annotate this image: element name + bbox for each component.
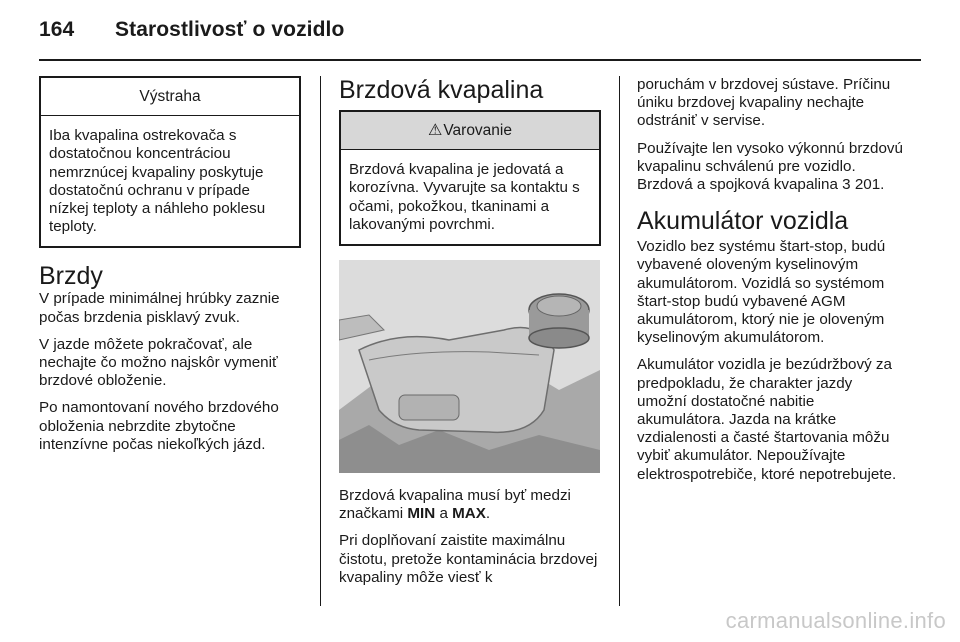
warning-box-title: [341, 112, 599, 150]
brakes-paragraph-2: V jazde môžete pokračovať, ale nechajte čo možno najskôr vymeniť brzdové obloženie.: [39, 335, 278, 390]
max-mark: MAX: [452, 505, 486, 523]
watermark: carmanualsonline.info: [725, 608, 946, 633]
column-divider-2: [619, 76, 620, 606]
brakes-paragraph-3: Po namontovaní nového brzdového obloženia nebrzdite zbytočne intenzívne počas niekoľkých jázd.: [39, 399, 279, 453]
brake-fluid-paragraph-4: [637, 140, 903, 195]
brake-fluid-paragraph-2: Pri doplňovaní zaistite maximálnu čistotu, pretože kontaminácia brzdovej kvapaliny môže viesť k: [339, 532, 598, 586]
warning-box-text: Brzdová kvapalina je jedovatá a korozívna. Vyvarujte sa kontaktu s očami, pokožkou, tkaninami a lakovanými povrchmi.: [349, 161, 580, 233]
brake-fluid-paragraph-3: poruchám v brzdovej sústave. Príčinu úniku brzdovej kvapaliny nechajte odstrániť v servise.: [637, 76, 891, 130]
warning-box-text: Iba kvapalina ostrekovača s dostatočnou koncentráciou nemrznúcej kvapaliny poskytuje dostatočnú ochranu v prípade nízkej teploty a náhleho poklesu teploty.: [49, 127, 266, 236]
brake-fluid-reservoir-image: [339, 260, 600, 473]
column-2: [339, 76, 601, 596]
brakes-heading: Brzdy: [39, 262, 103, 291]
warning-title-label: Varovanie: [443, 122, 512, 139]
page-number: 164: [39, 18, 75, 41]
min-mark: MIN: [407, 505, 436, 523]
brake-fluid-heading: Brzdová kvapalina: [339, 76, 544, 104]
text-segment: Brzdová kvapalina musí byť medzi značkami: [339, 487, 571, 523]
warning-box-washer: [39, 76, 301, 248]
battery-paragraph-2: Akumulátor vozidla je bezúdržbový za predpokladu, že charakter jazdy umožní dostatočné nabitie akumulátora. Jazda na krátke vzdialenosti a časté štartovania môžu vybiť akumulátor. Nepoužívajte elektrospotrebiče, ktoré nepotrebujete.: [637, 356, 897, 483]
chapter-title: Starostlivosť o vozidlo: [115, 18, 345, 41]
column-3: [637, 76, 903, 493]
column-1: [39, 76, 301, 463]
text-segment: .: [485, 505, 491, 523]
battery-heading: Akumulátor vozidla: [637, 207, 849, 236]
text-segment: a: [435, 505, 453, 523]
warning-box-title: Výstraha: [41, 78, 299, 116]
brakes-paragraph-1: V prípade minimálnej hrúbky zaznie počas brzdenia pisklavý zvuk.: [39, 290, 280, 326]
battery-paragraph-1: Vozidlo bez systému štart-stop, budú vybavené oloveným kyselinovým akumulátorom. Vozidlá so systémom štart-stop budú vybavené AGM akumulátorom, ktorý nie je oloveným kyselinovým akumulátorom.: [637, 238, 886, 347]
warning-triangle-icon: ⚠: [428, 122, 443, 139]
text-segment: Používajte len vysoko výkonnú brzdovú kvapalinu schválenú pre vozidlo. Brzdová a spojková kvapalina: [637, 139, 903, 194]
column-divider-1: [320, 76, 321, 606]
page-reference: 201.: [850, 176, 885, 194]
brake-fluid-paragraph-1: [339, 487, 601, 523]
warning-box-brake-fluid: [339, 110, 601, 246]
header-rule: [39, 59, 921, 61]
page-header: [39, 18, 344, 42]
page-reference-icon: 3: [842, 176, 851, 194]
